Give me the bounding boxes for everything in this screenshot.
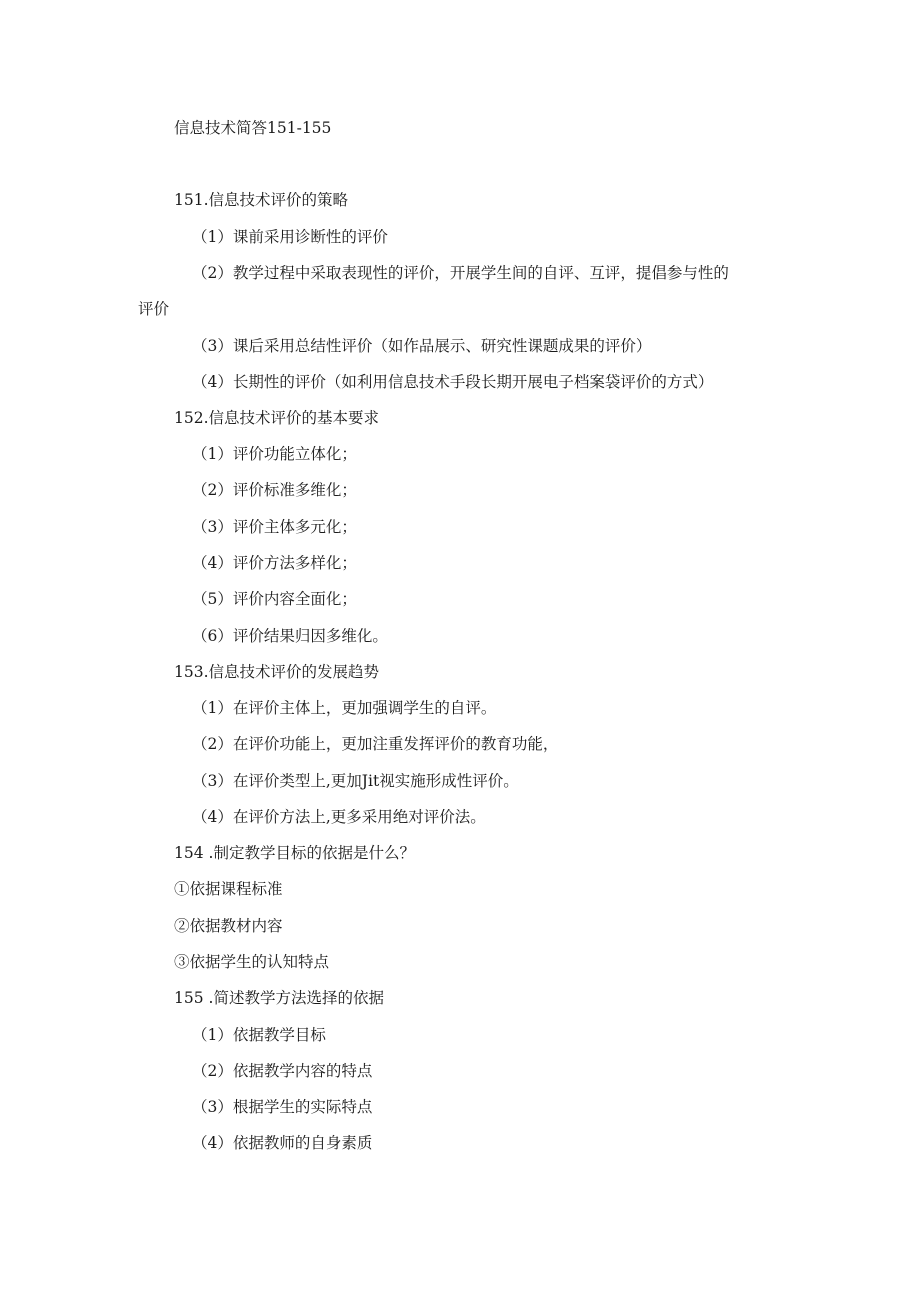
q153-item-3: （3）在评价类型上,更加Jit视实施形成性评价。: [192, 772, 519, 790]
question-153-heading: 153.信息技术评价的发展趋势: [174, 663, 380, 681]
q151-item-2: （2）教学过程中采取表现性的评价，开展学生间的自评、互评，提倡参与性的: [192, 264, 729, 282]
q155-item-1: （1）依据教学目标: [192, 1026, 326, 1044]
q154-item-3: ③依据学生的认知特点: [174, 953, 330, 971]
q155-item-4: （4）依据教师的自身素质: [192, 1134, 373, 1152]
q153-item-2: （2）在评价功能上，更加注重发挥评价的教育功能，: [192, 735, 559, 753]
q155-item-2: （2）依据教学内容的特点: [192, 1062, 373, 1080]
q152-item-1: （1）评价功能立体化；: [192, 445, 357, 463]
q152-item-5: （5）评价内容全面化；: [192, 590, 357, 608]
q152-item-4: （4）评价方法多样化；: [192, 554, 357, 572]
q151-item-1: （1）课前采用诊断性的评价: [192, 228, 388, 246]
q151-item-3: （3）课后采用总结性评价（如作品展示、研究性课题成果的评价）: [192, 337, 652, 355]
q153-item-1: （1）在评价主体上，更加强调学生的自评。: [192, 699, 497, 717]
question-155-heading: 155 .简述教学方法选择的依据: [174, 989, 384, 1007]
q152-item-6: （6）评价结果归因多维化。: [192, 627, 388, 645]
q151-item-2-continued: 评价: [138, 300, 170, 318]
question-151-heading: 151.信息技术评价的策略: [174, 191, 349, 209]
q152-item-3: （3）评价主体多元化；: [192, 518, 357, 536]
q153-item-4: （4）在评价方法上,更多采用绝对评价法。: [192, 808, 486, 826]
q155-item-3: （3）根据学生的实际特点: [192, 1098, 373, 1116]
q154-item-2: ②依据教材内容: [174, 917, 283, 935]
q152-item-2: （2）评价标准多维化；: [192, 481, 357, 499]
question-152-heading: 152.信息技术评价的基本要求: [174, 409, 380, 427]
q151-item-4: （4）长期性的评价（如利用信息技术手段长期开展电子档案袋评价的方式）: [192, 373, 714, 391]
q154-item-1: ①依据课程标准: [174, 880, 283, 898]
question-154-heading: 154 .制定教学目标的依据是什么？: [174, 844, 415, 862]
document-title: 信息技术简答151-155: [174, 119, 332, 137]
